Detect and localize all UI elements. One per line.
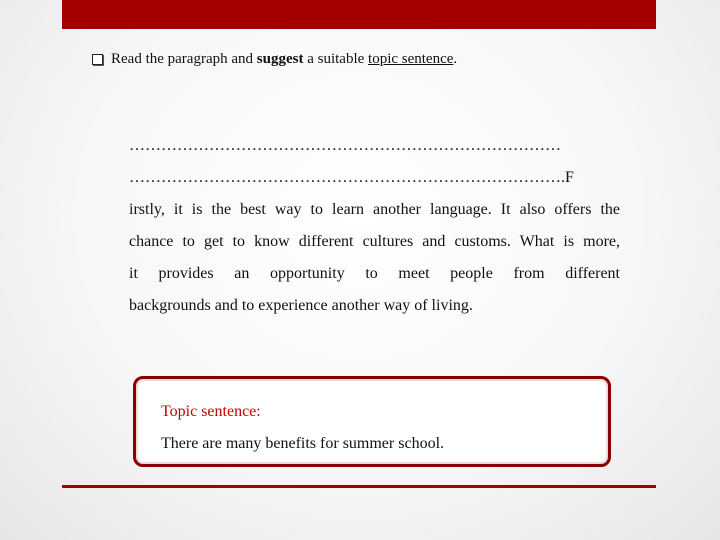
topic-sentence-box — [133, 376, 611, 467]
instruction-end: . — [453, 51, 458, 67]
paragraph-line-3: it provides an opportunity to meet people from different — [129, 265, 620, 282]
paragraph-line-2: chance to get to know different cultures and customs. What is more, — [129, 233, 620, 250]
blank-line-1: ……………………………………………………………………… — [129, 137, 561, 154]
checkbox-icon — [92, 54, 103, 65]
paragraph-line-1: irstly, it is the best way to learn another language. It also offers the — [129, 201, 620, 218]
instruction-text — [111, 49, 457, 69]
paragraph-line-4: backgrounds and to experience another way of living. — [129, 297, 473, 314]
instruction-underlined-term: topic sentence — [368, 51, 454, 67]
topic-sentence-label: Topic sentence: — [161, 403, 261, 420]
bottom-divider — [62, 485, 656, 488]
instruction-bold-word: suggest — [256, 51, 304, 67]
instruction-part1: Read the paragraph and — [111, 51, 257, 67]
blank-line-2: ……………………………………………………………………….F — [129, 169, 574, 186]
topic-sentence-text: There are many benefits for summer school. — [161, 435, 445, 452]
top-accent-bar — [62, 0, 656, 29]
paragraph — [129, 130, 620, 322]
instruction-part2: a suitable — [303, 51, 369, 67]
instruction-line — [92, 49, 457, 69]
